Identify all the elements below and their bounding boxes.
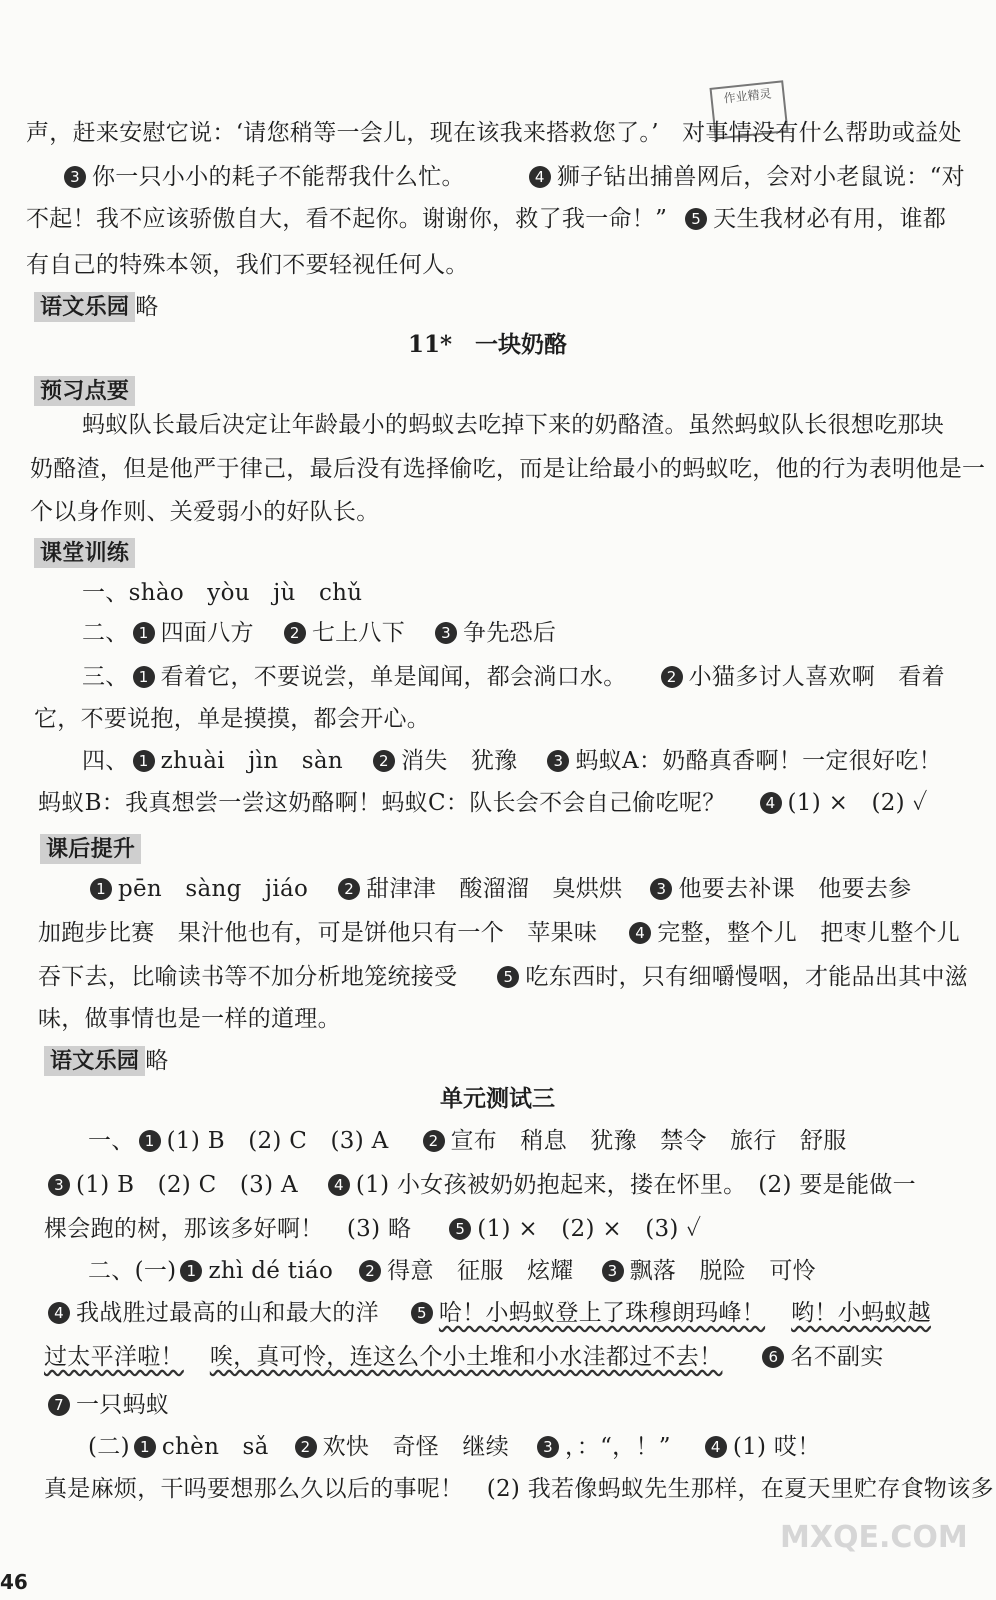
section-title: 11* 一块奶酪 — [408, 331, 568, 358]
page-number: 46 — [0, 1570, 28, 1594]
section-title: 单元测试三 — [440, 1085, 555, 1112]
text-line: 味，做事情也是一样的道理。 — [38, 1006, 341, 1032]
text-line: 蚂蚁队长最后决定让年龄最小的蚂蚁去吃掉下来的奶酪渣。虽然蚂蚁队长很想吃那块 — [82, 412, 945, 438]
text-line: 奶酪渣，但是他严于律己，最后没有选择偷吃，而是让给最小的蚂蚁吃，他的行为表明他是一 — [30, 456, 986, 482]
text-line: 三、 1 看着它，不要说尝，单是闻闻，都会淌口水。 2 小猫多讨人喜欢啊 看着 — [82, 664, 945, 690]
text-line: 7 一只蚂蚁 — [44, 1390, 169, 1420]
text-line: 蚂蚁B：我真想尝一尝这奶酪啊！蚂蚁C：队长会不会自己偷吃呢？ 4 (1) × (2) ✓ — [38, 790, 928, 816]
section-header: 预习点要 — [34, 376, 135, 406]
text-line: 不起！我不应该骄傲自大，看不起你。谢谢你，救了我一命！” 5 天生我材必有用，谁都 — [26, 206, 947, 232]
text-line: 有自己的特殊本领，我们不要轻视任何人。 — [26, 252, 469, 278]
text-line: 加跑步比赛 果汁他也有，可是饼他只有一个 苹果味 4 完整，整个儿 把枣儿整个儿 — [38, 920, 961, 946]
text-line: 吞下去，比喻读书等不加分析地笼统接受 5 吃东西时，只有细嚼慢咽，才能品出其中滋 — [38, 964, 969, 990]
text-line: 一、shào yòu jù chǔ — [82, 580, 363, 606]
text-line: 3 你一只小小的耗子不能帮我什么忙。 4 狮子钻出捕兽网后，会对小老鼠说：“对 — [60, 162, 965, 192]
text-line: 一、 1 (1) B (2) C (3) A 2 宣布 稍息 犹豫 禁令 旅行 舒服 — [88, 1128, 847, 1154]
text-line: 过太平洋啦！ 唉，真可怜，连这么个小土堆和小水洼都过不去！ 6 名不副实 — [44, 1344, 884, 1370]
text-line: 四、 1 zhuài jìn sàn 2 消失 犹豫 3 蚂蚁A：奶酪真香啊！一定很好吃！ — [82, 748, 942, 774]
watermark: MXQE.COM — [780, 1520, 968, 1555]
section-header: 课堂训练 — [34, 538, 135, 568]
text-line: (二) 1 chèn sǎ 2 欢快 奇怪 继续 3 ，：“，！” 4 (1) 哎！ — [88, 1434, 821, 1460]
section-header: 语文乐园 略 — [44, 1046, 169, 1076]
text-line: 二、 1 四面八方 2 七上八下 3 争先恐后 — [82, 620, 557, 646]
text-line: 个以身作则、关爱弱小的好队长。 — [30, 499, 380, 525]
text-line: 4 我战胜过最高的山和最大的洋 5 哈！小蚂蚁登上了珠穆朗玛峰！ 哟！小蚂蚁越 — [44, 1298, 931, 1328]
text-line: 二、(一) 1 zhì dé tiáo 2 得意 征服 炫耀 3 飘落 脱险 可怜 — [88, 1258, 816, 1284]
text-line: 3 (1) B (2) C (3) A 4 (1) 小女孩被奶奶抱起来，搂在怀里。 (2) 要是能做一 — [44, 1170, 916, 1200]
section-header: 课后提升 — [40, 834, 141, 864]
section-header: 语文乐园 略 — [34, 292, 159, 322]
text-line: 真是麻烦，干吗要想那么久以后的事呢！ (2) 我若像蚂蚁先生那样，在夏天里贮存食物该多 — [44, 1476, 994, 1502]
text-line: 1 pēn sàng jiáo 2 甜津津 酸溜溜 臭烘烘 3 他要去补课 他要去参 — [86, 874, 911, 904]
text-line: 它，不要说抱，单是摸摸，都会开心。 — [34, 706, 431, 732]
text-line: 声，赶来安慰它说：‘请您稍等一会儿，现在该我来搭救您了。’ 对事情没有什么帮助或益处 — [26, 120, 962, 146]
stamp-logo: 作业精灵 — [709, 80, 788, 139]
text-line: 棵会跑的树，那该多好啊！ (3) 略 5 (1) × (2) × (3) ✓ — [44, 1216, 702, 1242]
